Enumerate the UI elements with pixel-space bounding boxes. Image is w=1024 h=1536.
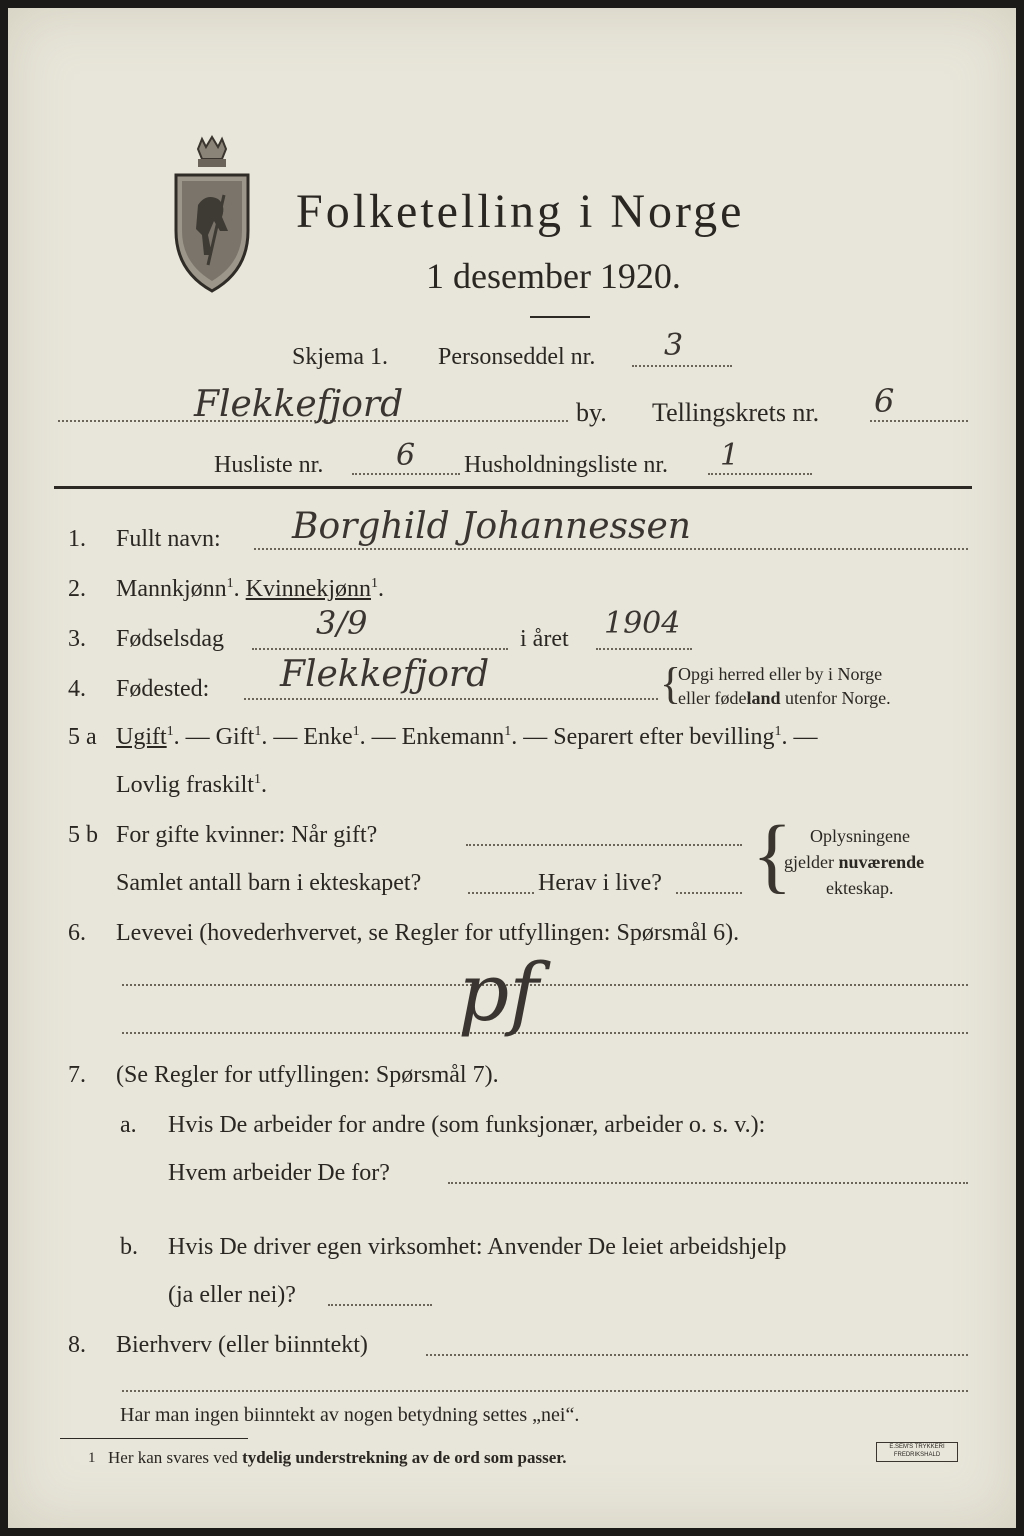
q6-value: pf (458, 946, 539, 1039)
q7b-line2: (ja eller nei)? (168, 1282, 296, 1308)
header-rule (54, 486, 972, 489)
q7a-letter: a. (120, 1112, 137, 1138)
q5b-line1: For gifte kvinner: Når gift? (116, 822, 378, 848)
q6-line1 (122, 984, 968, 986)
coat-of-arms-logo (168, 135, 256, 295)
form-title: Folketelling i Norge (296, 185, 745, 238)
q8-number: 8. (68, 1332, 86, 1358)
q7a-dots (448, 1182, 968, 1184)
q5b-brace: { (752, 809, 793, 902)
q5b-line2b-dots (676, 892, 742, 894)
q3-value: 3/9 (316, 604, 368, 642)
q7-number: 7. (68, 1062, 86, 1088)
q1-label: Fullt navn: (116, 526, 221, 552)
q5b-note2: gjelder nuværende (784, 852, 925, 872)
q5a-lovlig: Lovlig fraskilt$^1$. (116, 772, 267, 798)
q5b-line2a: Samlet antall barn i ekteskapet? (116, 870, 422, 896)
q5b-note1: Oplysningene (810, 826, 910, 846)
q6-line2 (122, 1032, 968, 1034)
personseddel-line (632, 365, 732, 367)
q3-year-label: i året (520, 626, 569, 652)
q3-year-value: 1904 (604, 606, 681, 641)
q4-note-line2: eller fødeland utenfor Norge. (678, 688, 891, 708)
q1-value: Borghild Johannessen (292, 506, 691, 547)
q8-line2 (122, 1390, 968, 1392)
q5b-number: 5 b (68, 822, 98, 848)
q4-brace: { (660, 659, 682, 708)
q4-note-line1: Opgi herred eller by i Norge (678, 664, 883, 684)
q4-line (244, 698, 658, 700)
personseddel-value: 3 (664, 328, 684, 363)
husholdningsliste-value: 1 (720, 438, 740, 473)
q4-number: 4. (68, 676, 86, 702)
q8-line1 (426, 1354, 968, 1356)
husholdningsliste-label: Husholdningsliste nr. (464, 452, 669, 478)
q7a-line2: Hvem arbeider De for? (168, 1160, 390, 1186)
footnote-mark: 1 (88, 1450, 96, 1466)
personseddel-label: Personseddel nr. (438, 344, 596, 370)
q5a-options: Ugift$^1$. — Gift$^1$. — Enke$^1$. — Enkemann$^1$. — Separert efter bevilling$^1$. — (116, 724, 818, 750)
q7-label: (Se Regler for utfyllingen: Spørsmål 7). (116, 1062, 499, 1088)
footnote-text: Her kan svares ved tydelig understrekning av de ord som passer. (108, 1448, 567, 1467)
census-form-sheet (8, 8, 1016, 1528)
husliste-value: 6 (396, 438, 416, 473)
q2-number: 2. (68, 576, 86, 602)
q5b-note3: ekteskap. (826, 878, 894, 898)
footer-note: Har man ingen biinntekt av nogen betydning settes „nei“. (120, 1404, 580, 1426)
tellingskrets-line (870, 420, 968, 422)
q4-value: Flekkefjord (280, 654, 490, 695)
q2-kvinne: Kvinnekjønn (245, 576, 371, 602)
q3-line (252, 648, 508, 650)
q6-label: Levevei (hovederhvervet, se Regler for utfyllingen: Spørsmål 6). (116, 920, 740, 946)
q7b-dots (328, 1304, 432, 1306)
tellingskrets-value: 6 (874, 382, 895, 420)
q5a-number: 5 a (68, 724, 97, 750)
q7b-letter: b. (120, 1234, 138, 1260)
q5b-line2a-dots (468, 892, 534, 894)
q5b-line2b: Herav i live? (538, 870, 662, 896)
q8-label: Bierhverv (eller biinntekt) (116, 1332, 368, 1358)
q4-label: Fødested: (116, 676, 210, 702)
q1-line (254, 548, 968, 550)
q2-mann: Mannkjønn (116, 576, 227, 602)
by-value: Flekkefjord (194, 384, 404, 425)
tellingskrets-label: Tellingskrets nr. (652, 398, 820, 427)
q3-number: 3. (68, 626, 86, 652)
by-label: by. (576, 398, 607, 427)
q3-label: Fødselsdag (116, 626, 224, 652)
q6-number: 6. (68, 920, 86, 946)
q7b-line1: Hvis De driver egen virksomhet: Anvender De leiet arbeidshjelp (168, 1234, 787, 1260)
q3-year-line (596, 648, 692, 650)
footer-rule (60, 1438, 248, 1439)
husholdningsliste-line (708, 473, 812, 475)
census-date: 1 desember 1920. (426, 256, 681, 296)
q7a-line1: Hvis De arbeider for andre (som funksjonær, arbeider o. s. v.): (168, 1112, 766, 1138)
husliste-label: Husliste nr. (214, 452, 324, 478)
husliste-line (352, 473, 460, 475)
printer-stamp: E.SEM'S TRYKKERI FREDRIKSHALD (876, 1442, 958, 1462)
q2-options: Mannkjønn$^1$. Kvinnekjønn$^1$. (116, 576, 384, 602)
skjema-label: Skjema 1. (292, 344, 388, 370)
q5b-line1-dots (466, 844, 742, 846)
title-divider (530, 316, 590, 318)
q1-number: 1. (68, 526, 86, 552)
